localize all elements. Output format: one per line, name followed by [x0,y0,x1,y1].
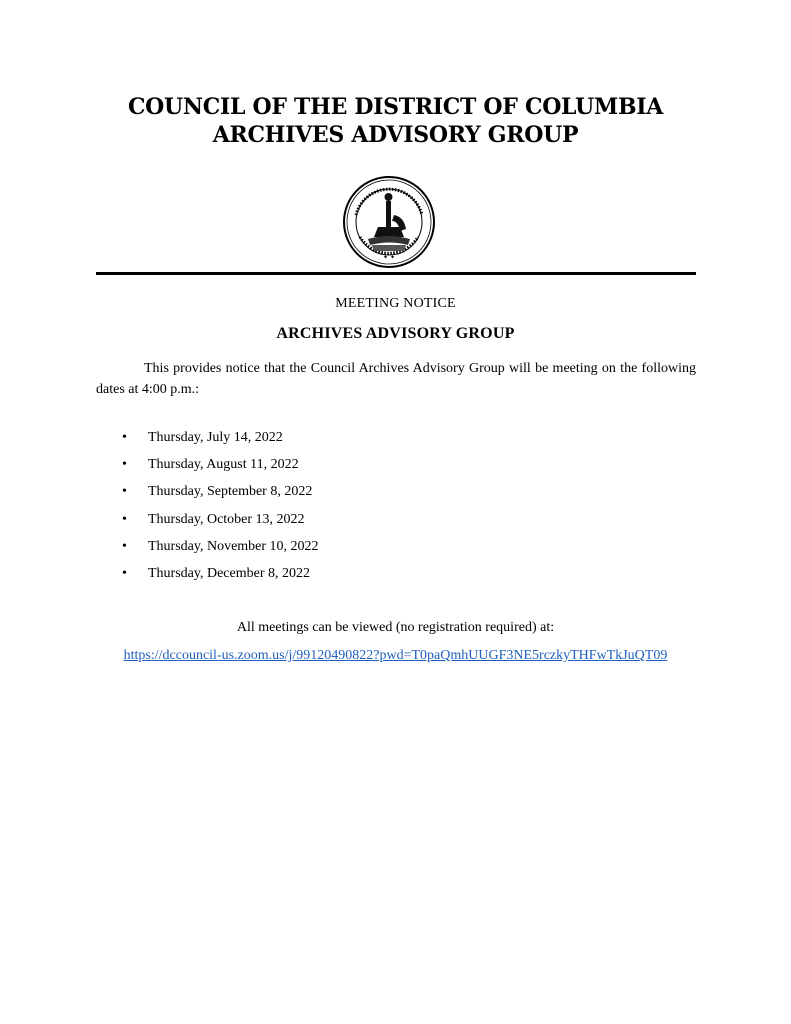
meeting-date: Thursday, November 10, 2022 [148,538,319,554]
meeting-date: Thursday, October 13, 2022 [148,511,305,527]
notice-label: MEETING NOTICE [335,296,456,311]
meeting-date: Thursday, September 8, 2022 [148,484,313,500]
bullet-icon: • [122,538,127,554]
meeting-date: Thursday, December 8, 2022 [148,565,310,581]
intro-paragraph: This provides notice that the Council Archives Advisory Group will be meeting on the following dates at 4:00 p.m.: [96,361,696,397]
notice-title: ARCHIVES ADVISORY GROUP [276,325,515,342]
meeting-date: Thursday, August 11, 2022 [148,457,299,473]
bullet-icon: • [122,430,127,445]
meeting-date: Thursday, July 14, 2022 [148,430,283,445]
title-line-group: ARCHIVES ADVISORY GROUP [212,122,579,148]
bullet-icon: • [122,511,127,527]
title-line-council: COUNCIL OF THE DISTRICT OF COLUMBIA [127,94,664,120]
svg-text:✦ ✦: ✦ ✦ [383,254,395,261]
council-seal-icon [342,175,436,269]
viewing-instructions: All meetings can be viewed (no registration required) at: [236,620,555,635]
header-divider [96,272,696,275]
bullet-icon: • [122,565,127,581]
zoom-meeting-link[interactable]: https://dccouncil-us.zoom.us/j/99120490822?pwd=T0paQmhUUGF3NE5rczkyTHFwTkJuQT09 [123,648,668,663]
bullet-icon: • [122,484,127,500]
page-title [0,93,791,149]
bullet-icon: • [122,457,127,473]
